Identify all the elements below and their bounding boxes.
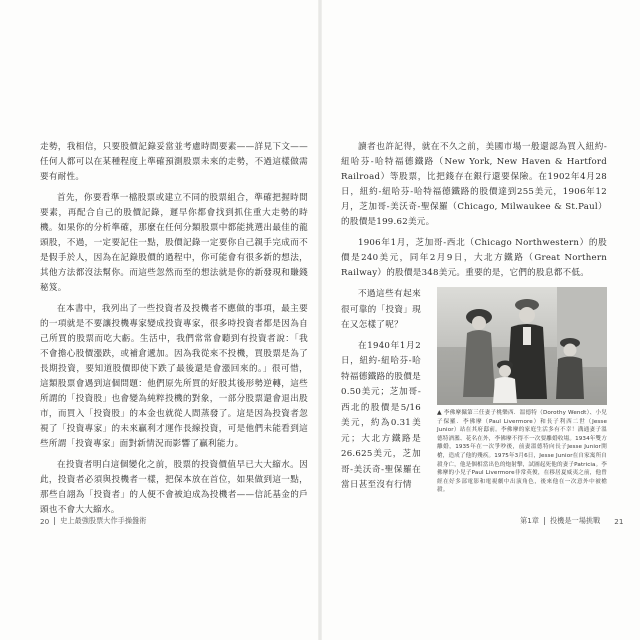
left-page-number: 20 [40,516,50,526]
left-book-title: 史上最強股票大作手操盤術 [60,516,147,525]
right-top-text [341,140,607,281]
right-paragraph-2: 1906年1月，芝加哥-西北（Chicago Northwestern）的股價是240美元，同年2月9日，大北方鐵路（Great Northern Railway）的股價是348美元。重要的是，它們的股息都不低。 [341,238,607,278]
book-gutter [318,0,322,640]
footer-divider [54,517,55,525]
left-page [40,140,308,524]
left-paragraph-2: 首先，你要看準一檔股票或建立不同的股票組合，準確把握時間要素，再配合自己的股價記錄，遲早你都會找到抓住重大走勢的時機。如果你的分析準確，那麼在任何分類股票中都能挑選出最佳的龍頭股，不過，一定要記住一點，股價記錄一定要你自己親手完成而不是假手於人，因為在記錄股價的過程中，你可能會有很多新的想法，其他方法都沒法幫你。而這些忽然而至的想法就是你的新發現和賺錢秘笈。 [40,193,308,293]
right-footer [520,516,623,526]
footer-divider [544,517,545,525]
narrow-text-column [341,287,421,499]
right-paragraph-1: 讀者也許記得，就在不久之前，美國市場一般還認為買入紐約-紐哈芬-哈特福德鐵路（New York, New Haven & Hartford Railroad）等股票，比把錢存在銀行還要保險。在1902年4月28日，紐約-紐哈芬-哈特福德鐵路的股價達到255美元，1906年12月，芝加哥-美沃奇-聖保羅（Chicago, Milwaukee & St.Paul）的股價是199.62美元。 [341,142,607,227]
left-paragraph-3: 在本書中，我列出了一些投資者及投機者不應做的事項，最主要的一項就是不要讓投機專家變成投資專家，很多時投資者都是因為自己所買的股票而吃大虧。生活中，我們常常會聽到有投資者說：「我不會擔心股價漲跌，或補倉遞加。因為我從來不投機，買股票是為了長期投資，要知道股價即使下跌了最後還是會漲回來的。」很可惜，這類股票會遇到這個問題：他們原先所買的好股其後形勢逆轉，這些所謂的「投資股」也會變為純粹投機的對象，一部分股票還會退出股市，而買入「投資股」的本金也就從人間蒸發了。這是因為投資者忽視了「投資專家」的未來贏利才運作長線投資，可是他們未能看到這些所謂「投資專家」面對新情況而影響了贏利能力。 [40,304,308,449]
family-photo [437,287,607,405]
narrow-paragraph-2: 在1940年1月2日，紐約-紐哈芬-哈特福德鐵路的股價是0.50美元；芝加哥-西北的股價是5/16美元，約為0.31美元；大北方鐵路是26.625美元，芝加哥-美沃奇-聖保羅在當日甚至沒有行情 [341,340,421,490]
chapter-title: 投機是一場挑戰 [549,516,601,525]
left-paragraph-1: 走勢，我相信，只要股價記錄妥當並考慮時間要素——詳見下文——任何人都可以在某種程度上準確預測股票未來的走勢，不過這樣做需要有耐性。 [40,142,308,182]
photo-section [341,287,607,494]
narrow-paragraph-1: 不過這些有起來很可靠的「投資」現在又怎樣了呢？ [341,289,421,330]
caption-triangle-icon: ▲ [437,409,442,416]
right-page-number: 21 [614,516,624,526]
right-page [341,140,607,494]
photo-caption [437,409,607,495]
chapter-label: 第1章 [520,516,539,525]
left-paragraph-4: 在投資者明白這個變化之前，股票的投資價值早已大大縮水。因此，投資者必須與投機者一樣，把保本放在首位，如果做到這一點，那些自詡為「投資者」的人便不會被迫成為投機者——信託基金的戶頭也不會大大縮水。 [40,460,308,515]
left-footer [40,516,146,526]
photo-caption-text: 李佛摩攝第三任妻子桃樂西．溫德特（Dorothy Wendt）、小兒子保羅．李佛摩（Paul Livermore）和長子利西二世（Jesse Junior）站在其府邸前。李佛摩的家庭生活多有不幸！溝通妻子溫德特酒濫、花名在外，李佛摩不得不一次要離婚收場。1934年雙方離婚，1935年在一次爭吵後，前妻溫德特向長子Jesse Junior開槍，造成了他的殘疾。1975年3月6日，Jesse Junior在自家寓所自殺身亡，他是個相當出色的炮射擊，試圖起死他的妻子Patricia。李佛摩的小兒子Paul Livermore非常英俊，在移居夏威夷之前，他曾經在好多部電影和電視劇中出演角色，後來他在一次意外中被槍殺。 [437,410,607,494]
family-photo-illustration [437,287,607,405]
